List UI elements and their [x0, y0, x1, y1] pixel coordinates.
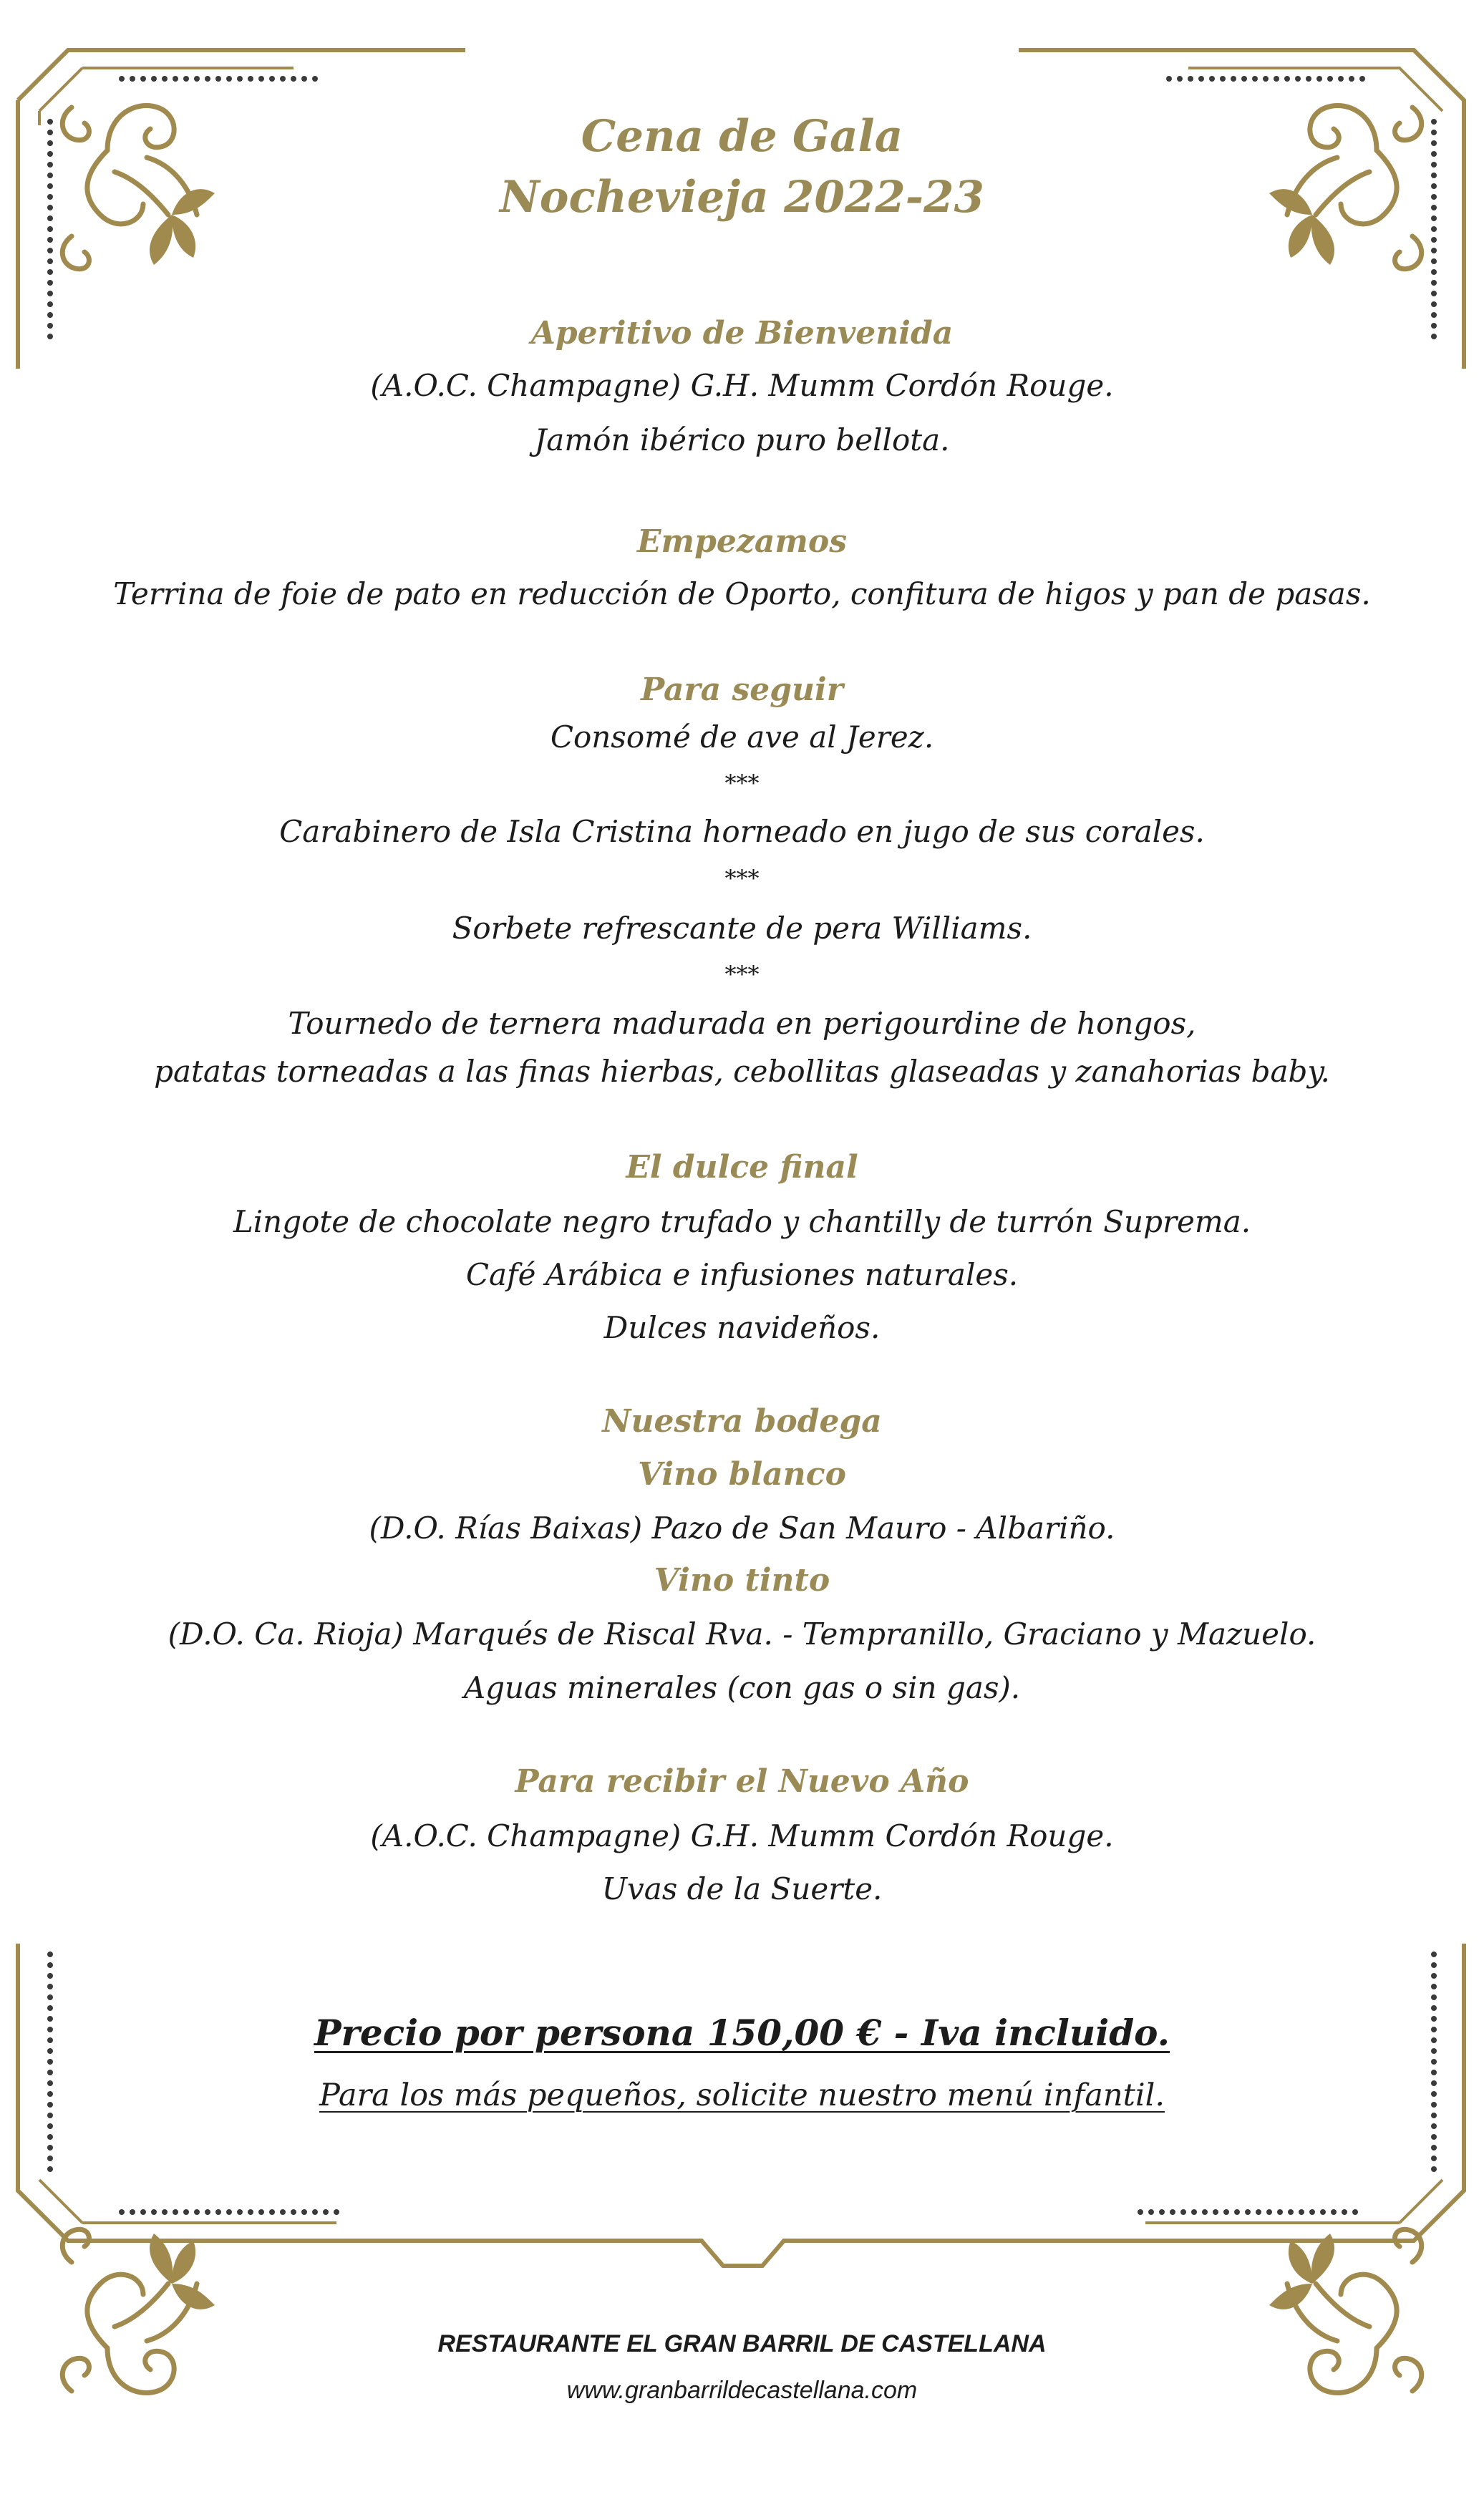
border-dot: [1431, 301, 1437, 307]
menu-item: Consomé de ave al Jerez.: [550, 719, 934, 755]
border-dot: [226, 2209, 232, 2215]
border-dot: [1359, 76, 1365, 82]
menu-item: Aguas minerales (con gas o sin gas).: [463, 1670, 1021, 1705]
border-dot: [47, 1973, 53, 1979]
border-dot: [1431, 226, 1437, 232]
border-dot: [47, 226, 53, 232]
border-dot: [205, 76, 210, 82]
border-dot: [47, 2123, 53, 2129]
border-dot: [226, 76, 232, 82]
border-dot: [194, 2209, 200, 2215]
border-dot: [258, 2209, 264, 2215]
border-dot: [47, 2070, 53, 2075]
border-dot: [1223, 2209, 1229, 2215]
border-dot: [291, 2209, 296, 2215]
menu-item: Sorbete refrescante de pera Williams.: [452, 911, 1032, 946]
border-dot: [194, 76, 200, 82]
section-heading-dulce-final: El dulce final: [626, 1149, 858, 1186]
border-dot: [1202, 2209, 1208, 2215]
section-heading-nuevo-ano: Para recibir el Nuevo Año: [515, 1763, 969, 1800]
border-dot: [47, 2166, 53, 2172]
border-dot: [47, 1994, 53, 2000]
border-dot: [1166, 76, 1172, 82]
border-dot: [47, 237, 53, 243]
menu-item: Uvas de la Suerte.: [601, 1871, 883, 1906]
border-dot: [1431, 162, 1437, 168]
filigree-corner-bottom-left-icon: [62, 2229, 215, 2392]
border-dot: [1252, 76, 1258, 82]
border-dot: [1431, 269, 1437, 275]
border-dot: [1431, 1984, 1437, 1989]
border-dot: [162, 2209, 168, 2215]
menu-item: patatas torneadas a las finas hierbas, cebollitas glaseadas y zanahorias baby.: [154, 1054, 1330, 1089]
border-dot: [47, 248, 53, 253]
border-dot: [47, 301, 53, 307]
border-dot: [140, 76, 146, 82]
kids-menu-note: Para los más pequeños, solicite nuestro menú infantil.: [319, 2077, 1165, 2113]
course-separator: ***: [724, 961, 760, 988]
border-dot: [312, 2209, 318, 2215]
border-dot: [173, 76, 178, 82]
border-dot: [280, 2209, 286, 2215]
section-heading-aperitivo: Aperitivo de Bienvenida: [530, 315, 954, 351]
border-dot: [1309, 2209, 1315, 2215]
border-dot: [151, 76, 157, 82]
section-heading-empezamos: Empezamos: [636, 523, 848, 560]
border-dot: [258, 76, 264, 82]
border-dot: [1431, 1973, 1437, 1979]
border-dot: [1431, 1994, 1437, 2000]
border-dot: [1159, 2209, 1165, 2215]
border-dot: [1177, 76, 1183, 82]
border-dot: [1316, 76, 1322, 82]
border-dot: [215, 2209, 221, 2215]
border-dot: [1342, 2209, 1347, 2215]
border-dot: [47, 162, 53, 168]
border-dot: [1431, 2134, 1437, 2140]
border-dot: [1327, 76, 1333, 82]
border-dot: [47, 2113, 53, 2118]
border-dot: [130, 76, 135, 82]
border-dot: [1431, 237, 1437, 243]
border-dot: [1431, 2145, 1437, 2151]
menu-item: (A.O.C. Champagne) G.H. Mumm Cordón Rouge.: [370, 1818, 1114, 1853]
border-dot: [1338, 76, 1344, 82]
border-dot: [1198, 76, 1204, 82]
website-link[interactable]: www.granbarrildecastellana.com: [566, 2377, 918, 2404]
border-dot: [1180, 2209, 1186, 2215]
border-dot: [47, 1962, 53, 1968]
border-dot: [1431, 280, 1437, 286]
border-dot: [1241, 76, 1247, 82]
border-dot: [47, 2156, 53, 2161]
menu-item: Café Arábica e infusiones naturales.: [465, 1257, 1019, 1292]
border-dot: [130, 2209, 135, 2215]
border-dot: [1256, 2209, 1261, 2215]
border-dot: [1277, 2209, 1283, 2215]
border-dot: [301, 2209, 307, 2215]
border-dot: [1431, 1962, 1437, 1968]
border-dot: [162, 76, 168, 82]
course-separator: ***: [724, 865, 760, 892]
border-dot: [237, 2209, 243, 2215]
menu-item: (D.O. Ca. Rioja) Marqués de Riscal Rva. - Tempranillo, Graciano y Mazuelo.: [168, 1616, 1316, 1652]
border-dot: [1431, 2113, 1437, 2118]
border-dot: [47, 1984, 53, 1989]
border-dot: [301, 76, 307, 82]
border-dot: [1209, 76, 1215, 82]
border-dot: [1299, 2209, 1304, 2215]
border-dot: [1220, 76, 1226, 82]
border-dot: [280, 76, 286, 82]
border-dot: [47, 1951, 53, 1957]
border-dot: [1431, 2070, 1437, 2075]
border-dot: [173, 2209, 178, 2215]
menu-item: Tournedo de ternera madurada en perigourdine de hongos,: [288, 1006, 1196, 1041]
border-dot: [291, 76, 296, 82]
border-dot: [1431, 2156, 1437, 2161]
border-dot: [1431, 2059, 1437, 2065]
outer-border: [20, 1, 21, 104]
menu-item: Dulces navideños.: [603, 1310, 881, 1345]
menu-item: (A.O.C. Champagne) G.H. Mumm Cordón Rouge.: [370, 368, 1114, 403]
border-dot: [47, 2134, 53, 2140]
filigree-corner-bottom-right-icon: [1269, 2229, 1422, 2392]
border-dot: [47, 269, 53, 275]
price-per-person: Precio por persona 150,00 € - Iva incluido.: [314, 2012, 1170, 2054]
border-dot: [1431, 2005, 1437, 2011]
border-dot: [323, 2209, 329, 2215]
border-dot: [1231, 76, 1236, 82]
menu-title-line1: Cena de Gala: [581, 111, 903, 162]
menu-item: Jamón ibérico puro bellota.: [534, 422, 950, 457]
border-dot: [1331, 2209, 1337, 2215]
border-dot: [1352, 2209, 1358, 2215]
border-dot: [119, 2209, 125, 2215]
border-dot: [1431, 2123, 1437, 2129]
border-dot: [47, 2005, 53, 2011]
course-separator: ***: [724, 770, 760, 797]
border-dot: [1284, 76, 1290, 82]
border-dot: [1431, 2166, 1437, 2172]
border-dot: [1349, 76, 1354, 82]
border-dot: [312, 76, 318, 82]
border-dot: [1295, 76, 1301, 82]
border-dot: [248, 2209, 253, 2215]
border-dot: [269, 2209, 275, 2215]
border-dot: [119, 76, 125, 82]
restaurant-name: RESTAURANTE EL GRAN BARRIL DE CASTELLANA: [437, 2330, 1047, 2357]
border-dot: [1306, 76, 1311, 82]
border-dot: [1148, 2209, 1154, 2215]
border-dot: [1138, 2209, 1143, 2215]
border-dot: [183, 2209, 189, 2215]
menu-item: (D.O. Rías Baixas) Pazo de San Mauro - Albariño.: [369, 1511, 1115, 1546]
border-dot: [1263, 76, 1269, 82]
section-heading-para-seguir: Para seguir: [641, 671, 843, 708]
border-dot: [1170, 2209, 1175, 2215]
border-dot: [151, 2209, 157, 2215]
subheading-vino-tinto: Vino tinto: [654, 1562, 830, 1599]
border-dot: [1266, 2209, 1272, 2215]
menu-title-line2: Nochevieja 2022-23: [500, 172, 984, 223]
border-dot: [269, 76, 275, 82]
border-dot: [183, 76, 189, 82]
section-heading-bodega: Nuestra bodega: [602, 1403, 882, 1440]
border-dot: [140, 2209, 146, 2215]
menu-item: Lingote de chocolate negro trufado y chantilly de turrón Suprema.: [233, 1204, 1251, 1239]
border-dot: [47, 291, 53, 296]
menu-item: Terrina de foie de pato en reducción de Oporto, confitura de higos y pan de pasas.: [113, 576, 1371, 611]
border-dot: [237, 76, 243, 82]
border-dot: [1245, 2209, 1251, 2215]
subheading-vino-blanco: Vino blanco: [638, 1456, 846, 1493]
border-dot: [248, 76, 253, 82]
border-dot: [334, 2209, 339, 2215]
menu-item: Carabinero de Isla Cristina horneado en jugo de sus corales.: [279, 814, 1205, 849]
border-dot: [205, 2209, 210, 2215]
border-dot: [1213, 2209, 1218, 2215]
border-dot: [1191, 2209, 1197, 2215]
border-dot: [47, 2059, 53, 2065]
border-dot: [215, 76, 221, 82]
border-dot: [1274, 76, 1279, 82]
border-dot: [1188, 76, 1193, 82]
border-dot: [1431, 291, 1437, 296]
border-dot: [1320, 2209, 1326, 2215]
border-dot: [1431, 258, 1437, 264]
border-dot: [47, 2145, 53, 2151]
border-dot: [47, 280, 53, 286]
border-dot: [1431, 248, 1437, 253]
border-dot: [1288, 2209, 1294, 2215]
border-dot: [1234, 2209, 1240, 2215]
border-dot: [1431, 1951, 1437, 1957]
border-dot: [47, 258, 53, 264]
